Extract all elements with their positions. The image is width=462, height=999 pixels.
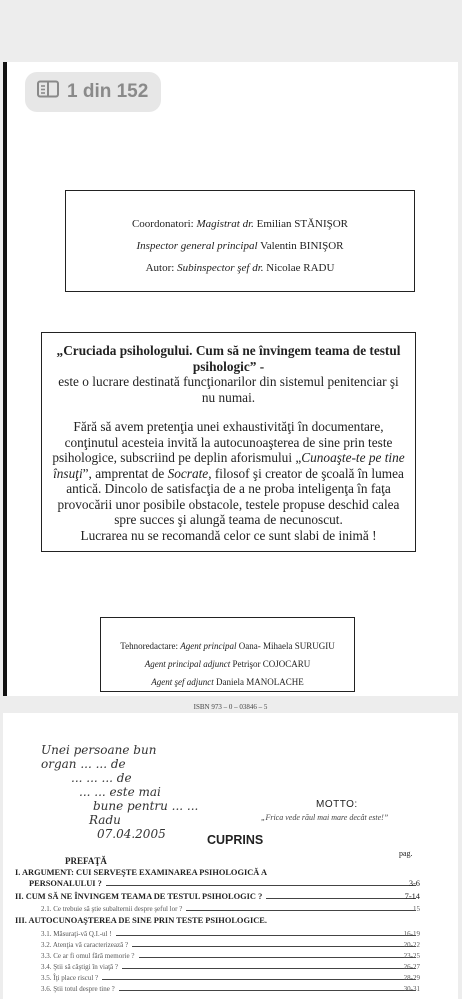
summary-intro: este o lucrare destinată funcţionarilor din sistemul penitenciar şi nu numai. [58,374,399,405]
document-page-1[interactable] [3,62,458,711]
handwritten-note: Unei persoane bun organ ... ... de ... ... ... de ... ... este mai bune pentru ... ... Radu 07.04.2005 [41,743,199,841]
toc-entry: 3.4. Ştii să câştigi în viaţă ? 26-27 [41,963,420,971]
summary-box [41,332,416,552]
toc-entry: 3.3. Ce ar fi omul fără memorie ? 23-25 [41,952,420,960]
toc-heading: CUPRINS [207,833,264,847]
summary-warning: Lucrarea nu se recomandă celor ce sunt slabi de inimă ! [80,527,377,543]
summary-paragraph: Fără să avem pretenţia unei exhaustivităţi în documentare, conţinutul acesteia invită la autocunoaşterea de sine prin teste psihologice, subscriind pe deplin aforismului „Cunoaşte-te pe tine însuţi”, amprentat de Socrate, filosof şi creator de şcoală în lumea antică. Dincolo de satisfacţia de a ne proba inteligenţa în faţa provocării unor posibile obstacole, testele propuse deschid calea spre succes şi alungă teama de necunoscut. [52,419,405,527]
motto-label: MOTTO: [316,799,358,810]
toc-entry: 3.1. Măsuraţi-vă Q.I.-ul ! 16-19 [41,930,420,938]
credit-line: Autor: Subinspector şef dr. Nicolae RADU [145,262,335,274]
page-counter[interactable] [25,72,161,112]
page-edge [3,62,7,696]
isbn: ISBN 973 – 0 – 03846 – 5 [193,703,268,711]
motto-quote: „Frica vede răul mai mare decât este!” [261,813,389,822]
book-title: „Cruciada psihologului. Cum să ne învingem teama de testul psihologic” - [56,343,401,374]
credit-line: Inspector general principal Valentin BINIŞOR [136,240,344,252]
credits-box [65,190,415,292]
editorial-box [100,617,355,692]
credit-line: Coordonatori: Magistrat dr. Emilian STĂNIŞOR [131,218,349,230]
editorial-line: Agent şef adjunct Daniela MANOLACHE [151,677,304,687]
toc-entry: III. AUTOCUNOAŞTEREA DE SINE PRIN TESTE PSIHOLOGICE. [15,916,267,925]
toc-entry: PERSONALULUI ? 3-6 [29,879,420,888]
book-open-icon [37,80,59,104]
toc-entry: 2.1. Ce trebuie să ştie subalternii despre şeful lor ? 15 [41,905,420,913]
document-page-2[interactable] [3,713,458,999]
editorial-line: Agent principal adjunct Petrişor COJOCARU [144,659,311,669]
toc-entry: 3.5. Îţi place riscul ? 28-29 [41,974,420,982]
toc-preface: PREFAŢĂ [65,856,107,866]
page-counter-label: 1 din 152 [67,81,149,102]
editorial-line: Tehnoredactare: Agent principal Oana- Mihaela SURUGIU [120,641,335,651]
toc-entry: I. ARGUMENT: CUI SERVEŞTE EXAMINAREA PSIHOLOGICĂ A [15,868,267,877]
page-column-label: pag. [399,849,413,858]
toc-entry: 3.2. Atenţia vă caracterizează ? 20-22 [41,941,420,949]
toc-entry: 3.6. Ştii totul despre tine ? 30-31 [41,985,420,993]
toc-entry: II. CUM SĂ NE ÎNVINGEM TEAMA DE TESTUL PSIHOLOGIC ? 7-14 [15,892,420,901]
